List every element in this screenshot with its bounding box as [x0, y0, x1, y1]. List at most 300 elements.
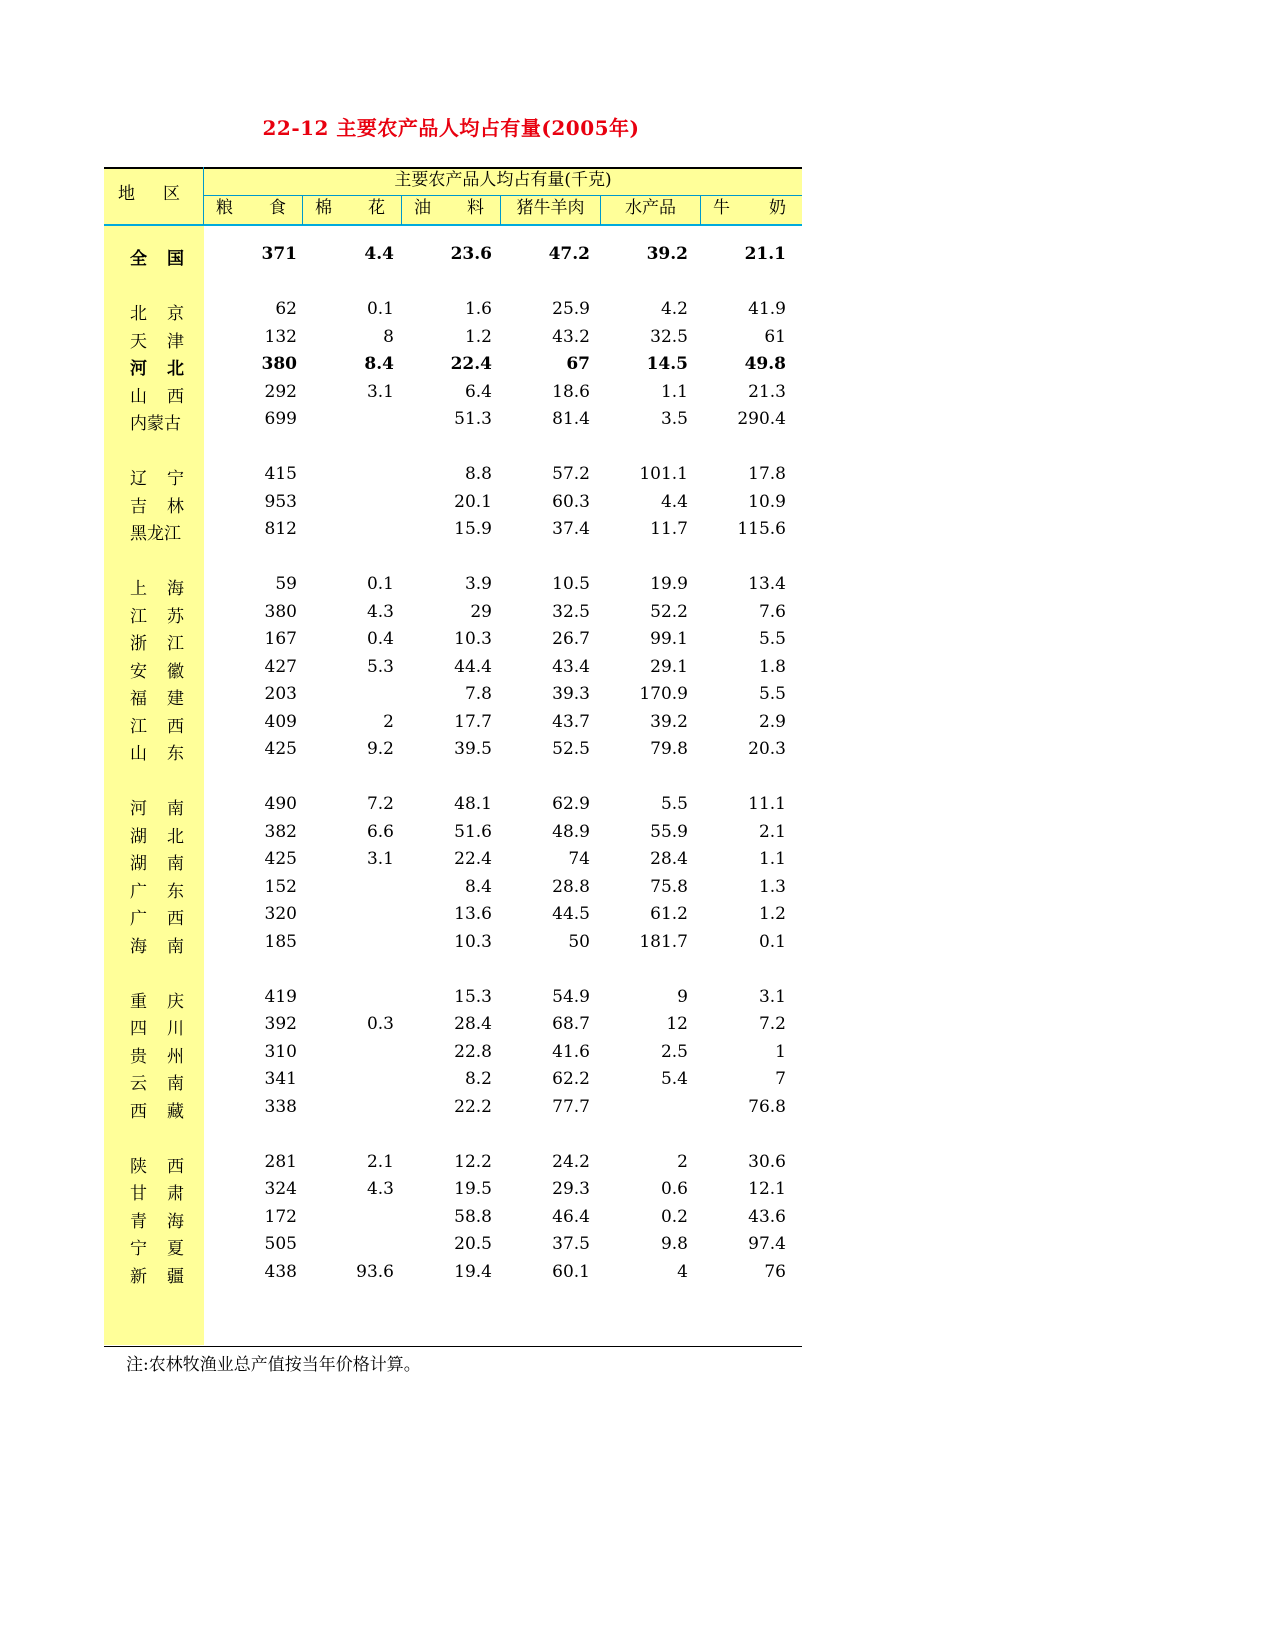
region-name-part: 海	[167, 579, 184, 599]
cell-value: 6.4	[464, 381, 492, 402]
cell-value: 37.4	[552, 519, 590, 539]
cell-value: 132	[264, 326, 297, 347]
region-name-part: 新	[130, 1266, 147, 1287]
cell-value: 10.3	[454, 931, 492, 952]
table-row	[104, 712, 802, 740]
table-row	[104, 382, 802, 410]
table-row	[104, 904, 802, 932]
cell-value: 0.1	[366, 574, 394, 594]
cell-value: 13.4	[748, 574, 786, 594]
cell-value: 7.2	[758, 1014, 786, 1034]
region-name	[130, 1042, 184, 1067]
cell-value: 10.3	[454, 629, 492, 649]
region-name	[130, 849, 184, 874]
region-name-part: 徽	[167, 661, 184, 682]
region-name	[130, 1207, 184, 1232]
cell-value: 43.6	[748, 1206, 786, 1227]
cell-value: 28.4	[650, 849, 688, 869]
region-name-part: 河	[130, 799, 147, 819]
cell-value: 152	[264, 876, 297, 897]
region-name	[130, 822, 184, 847]
cell-value: 9.2	[366, 739, 394, 759]
cell-value: 1.6	[464, 299, 492, 319]
cell-value: 93.6	[356, 1261, 394, 1282]
region-name-part: 南	[167, 854, 184, 874]
cell-value: 18.6	[552, 381, 590, 402]
cell-value: 22.8	[454, 1041, 492, 1062]
column-header-char: 棉	[315, 198, 332, 218]
cell-value: 0.3	[366, 1014, 394, 1034]
column-header-char: 食	[269, 198, 286, 218]
cell-value: 47.2	[548, 244, 590, 264]
cell-value: 11.7	[650, 519, 688, 539]
cell-value: 5.4	[660, 1069, 688, 1089]
cell-value: 28.8	[552, 876, 590, 897]
table-row	[104, 794, 802, 822]
cell-value: 8.4	[364, 354, 394, 374]
cell-value: 8	[383, 326, 394, 347]
region-name	[130, 684, 184, 709]
cell-value: 52.5	[552, 739, 590, 759]
cell-value: 0.1	[366, 299, 394, 319]
column-header: 猪牛羊肉	[516, 198, 585, 218]
cell-value: 97.4	[748, 1234, 786, 1254]
region-name	[130, 1179, 184, 1204]
region-name-part: 海	[167, 1211, 184, 1232]
cell-value: 170.9	[639, 684, 688, 704]
region-name-part: 东	[167, 881, 184, 902]
region-name	[130, 657, 184, 682]
table-row	[104, 849, 802, 877]
cell-value: 371	[261, 244, 297, 264]
cell-value: 48.9	[552, 821, 590, 842]
region-name-part: 广	[130, 909, 147, 929]
table-row	[104, 574, 802, 602]
region-name-part: 西	[167, 909, 184, 929]
region-name-part: 西	[167, 386, 184, 407]
region-name	[130, 354, 184, 379]
region-name-part: 京	[167, 304, 184, 324]
cell-value: 185	[264, 931, 297, 952]
table-row	[104, 327, 802, 355]
cell-value: 13.6	[454, 904, 492, 924]
cell-value: 425	[264, 739, 297, 759]
table-row	[104, 739, 802, 767]
column-header-char: 牛	[713, 198, 730, 218]
cell-value: 62.2	[552, 1069, 590, 1089]
region-name-part: 东	[167, 744, 184, 764]
cell-value: 3.1	[366, 849, 394, 869]
region-name-part: 山	[130, 386, 147, 407]
cell-value: 380	[264, 601, 297, 622]
cell-value: 338	[264, 1096, 297, 1117]
cell-value: 41.9	[748, 299, 786, 319]
region-name-part: 安	[130, 661, 147, 682]
cell-value: 7.2	[366, 794, 394, 814]
cell-value: 0.2	[660, 1206, 688, 1227]
table-row	[104, 1042, 802, 1070]
region-name-part: 林	[167, 496, 184, 517]
cell-value: 37.5	[552, 1234, 590, 1254]
region-name-part: 湖	[130, 854, 147, 874]
cell-value: 2	[383, 711, 394, 732]
cell-value: 7.8	[464, 684, 492, 704]
column-header	[204, 198, 302, 218]
cell-value: 0.6	[660, 1179, 688, 1199]
cell-value: 62.9	[552, 794, 590, 814]
cell-value: 0.4	[366, 629, 394, 649]
cell-value: 75.8	[650, 876, 688, 897]
cell-value: 490	[264, 794, 297, 814]
region-name	[130, 987, 184, 1012]
cell-value: 19.4	[454, 1261, 492, 1282]
cell-value: 9.8	[660, 1234, 688, 1254]
cell-value: 438	[264, 1261, 297, 1282]
cell-value: 4.3	[366, 601, 394, 622]
table-row	[104, 1262, 802, 1290]
table-row	[104, 1179, 802, 1207]
region-name-part: 北	[130, 304, 147, 324]
cell-value: 392	[264, 1014, 297, 1034]
group-header: 主要农产品人均占有量(千克)	[394, 170, 612, 190]
column-header-char: 奶	[769, 198, 786, 218]
region-name-part: 全	[130, 249, 147, 269]
cell-value: 2	[677, 1151, 688, 1172]
region-name-part: 山	[130, 744, 147, 764]
cell-value: 4.4	[364, 244, 394, 264]
table-row	[104, 299, 802, 327]
table-row	[104, 1207, 802, 1235]
region-name-part: 甘	[130, 1184, 147, 1204]
cell-value: 341	[264, 1069, 297, 1089]
cell-value: 51.6	[454, 821, 492, 842]
cell-value: 49.8	[744, 354, 786, 374]
region-name-part: 辽	[130, 469, 147, 489]
cell-value: 26.7	[552, 629, 590, 649]
cell-value: 310	[264, 1041, 297, 1062]
cell-value: 8.4	[464, 876, 492, 897]
cell-value: 419	[264, 986, 297, 1007]
region-name	[130, 519, 184, 544]
cell-value: 10.9	[748, 491, 786, 512]
region-name-part: 陕	[130, 1156, 147, 1177]
cell-value: 115.6	[737, 519, 786, 539]
cell-value: 5.3	[366, 656, 394, 677]
cell-value: 77.7	[552, 1096, 590, 1117]
cell-value: 290.4	[737, 409, 786, 429]
region-name	[130, 794, 184, 819]
column-header	[303, 198, 401, 218]
region-name	[130, 409, 184, 434]
cell-value: 19.5	[454, 1179, 492, 1199]
region-name-part: 江	[130, 606, 147, 627]
cell-value: 20.5	[454, 1234, 492, 1254]
cell-value: 32.5	[552, 601, 590, 622]
cell-value: 1.1	[660, 381, 688, 402]
region-name	[130, 574, 184, 599]
region-name	[130, 602, 184, 627]
cell-value: 55.9	[650, 821, 688, 842]
table-row	[104, 684, 802, 712]
region-name-part: 宁	[167, 469, 184, 489]
cell-value: 43.2	[552, 326, 590, 347]
cell-value: 62	[275, 299, 297, 319]
cell-value: 11.1	[748, 794, 786, 814]
cell-value: 60.1	[552, 1261, 590, 1282]
cell-value: 39.2	[646, 244, 688, 264]
cell-value: 39.3	[552, 684, 590, 704]
region-name	[130, 877, 184, 902]
cell-value: 0.1	[758, 931, 786, 952]
cell-value: 67	[566, 354, 590, 374]
cell-value: 380	[261, 354, 297, 374]
table-row	[104, 492, 802, 520]
cell-value: 12.2	[454, 1151, 492, 1172]
cell-value: 22.2	[454, 1096, 492, 1117]
cell-value: 5.5	[758, 629, 786, 649]
cell-value: 382	[264, 821, 297, 842]
region-name	[130, 739, 184, 764]
table-row	[104, 1014, 802, 1042]
region-name	[130, 382, 184, 407]
region-name-part: 浙	[130, 634, 147, 654]
region-header-char: 地	[118, 184, 135, 204]
cell-value: 409	[264, 711, 297, 732]
region-name-part: 广	[130, 881, 147, 902]
cell-value: 281	[264, 1151, 297, 1172]
region-name-part: 州	[167, 1046, 184, 1067]
table-row	[104, 822, 802, 850]
table-row	[104, 932, 802, 960]
region-name-part: 四	[130, 1019, 147, 1039]
cell-value: 39.2	[650, 711, 688, 732]
cell-value: 17.7	[454, 711, 492, 732]
region-name-part: 天	[130, 331, 147, 352]
cell-value: 1.3	[758, 876, 786, 897]
cell-value: 76.8	[748, 1096, 786, 1117]
cell-value: 32.5	[650, 326, 688, 347]
cell-value: 29	[470, 601, 492, 622]
region-name	[130, 712, 184, 737]
cell-value: 181.7	[639, 931, 688, 952]
cell-value: 61.2	[650, 904, 688, 924]
cell-value: 61	[764, 326, 786, 347]
cell-value: 20.1	[454, 491, 492, 512]
region-name	[130, 1234, 184, 1259]
cell-value: 20.3	[748, 739, 786, 759]
cell-value: 48.1	[454, 794, 492, 814]
region-name	[130, 244, 184, 269]
cell-value: 8.2	[464, 1069, 492, 1089]
cell-value: 43.7	[552, 711, 590, 732]
cell-value: 4.4	[660, 491, 688, 512]
table-row	[104, 602, 802, 630]
region-name	[130, 1097, 184, 1122]
cell-value: 172	[264, 1206, 297, 1227]
cell-value: 2.5	[660, 1041, 688, 1062]
region-name-part: 西	[167, 716, 184, 737]
region-name-part: 北	[167, 359, 184, 379]
cell-value: 320	[264, 904, 297, 924]
cell-value: 76	[764, 1261, 786, 1282]
region-name-part: 云	[130, 1074, 147, 1094]
region-name-part: 福	[130, 689, 147, 709]
region-header-char: 区	[163, 184, 180, 204]
region-name	[130, 327, 184, 352]
cell-value: 3.1	[366, 381, 394, 402]
cell-value: 46.4	[552, 1206, 590, 1227]
column-header-char: 粮	[216, 198, 233, 218]
region-name	[130, 464, 184, 489]
region-name-part: 藏	[167, 1101, 184, 1122]
region-name-part: 疆	[167, 1266, 184, 1287]
cell-value: 60.3	[552, 491, 590, 512]
cell-value: 22.4	[450, 354, 492, 374]
cell-value: 425	[264, 849, 297, 869]
region-name	[130, 492, 184, 517]
region-name-part: 吉	[130, 496, 147, 517]
table-row	[104, 629, 802, 657]
region-name-part: 北	[167, 826, 184, 847]
cell-value: 2.1	[366, 1151, 394, 1172]
cell-value: 3.9	[464, 574, 492, 594]
cell-value: 15.3	[454, 986, 492, 1007]
region-name	[130, 1014, 184, 1039]
region-name-part: 上	[130, 579, 147, 599]
region-name-part: 川	[167, 1019, 184, 1039]
cell-value: 54.9	[552, 986, 590, 1007]
cell-value: 28.4	[454, 1014, 492, 1034]
cell-value: 14.5	[646, 354, 688, 374]
cell-value: 953	[264, 491, 297, 512]
cell-value: 23.6	[450, 244, 492, 264]
table-row	[104, 657, 802, 685]
cell-value: 699	[264, 409, 297, 429]
table-row	[104, 464, 802, 492]
cell-value: 99.1	[650, 629, 688, 649]
cell-value: 1	[775, 1041, 786, 1062]
cell-value: 43.4	[552, 656, 590, 677]
region-name	[130, 299, 184, 324]
cell-value: 415	[264, 464, 297, 484]
table-row	[104, 244, 802, 272]
region-name-part: 内蒙古	[130, 414, 181, 434]
cell-value: 30.6	[748, 1151, 786, 1172]
cell-value: 427	[264, 656, 297, 677]
region-name-part: 宁	[130, 1239, 147, 1259]
cell-value: 12.1	[748, 1179, 786, 1199]
table-row	[104, 987, 802, 1015]
page-title: 22-12 主要农产品人均占有量(2005年)	[262, 116, 640, 140]
cell-value: 29.3	[552, 1179, 590, 1199]
region-name	[130, 1262, 184, 1287]
cell-value: 17.8	[748, 464, 786, 484]
cell-value: 25.9	[552, 299, 590, 319]
cell-value: 203	[264, 684, 297, 704]
table-row	[104, 409, 802, 437]
cell-value: 812	[264, 519, 297, 539]
cell-value: 2.9	[758, 711, 786, 732]
table-row	[104, 1234, 802, 1262]
cell-value: 167	[264, 629, 297, 649]
cell-value: 3.1	[758, 986, 786, 1007]
cell-value: 12	[666, 1014, 688, 1034]
footnote: 注:农林牧渔业总产值按当年价格计算。	[126, 1355, 421, 1375]
column-header-char: 油	[414, 198, 431, 218]
region-name	[130, 629, 184, 654]
cell-value: 7	[775, 1069, 786, 1089]
region-name-part: 津	[167, 331, 184, 352]
cell-value: 68.7	[552, 1014, 590, 1034]
column-header: 水产品	[625, 198, 676, 218]
cell-value: 44.5	[552, 904, 590, 924]
column-header-char: 料	[467, 198, 484, 218]
region-name-part: 重	[130, 991, 147, 1012]
cell-value: 4.3	[366, 1179, 394, 1199]
cell-value: 4.2	[660, 299, 688, 319]
region-name-part: 建	[167, 689, 184, 709]
region-name-part: 贵	[130, 1046, 147, 1067]
region-name-part: 江	[130, 716, 147, 737]
cell-value: 10.5	[552, 574, 590, 594]
region-name-part: 海	[130, 936, 147, 957]
cell-value: 51.3	[454, 409, 492, 429]
region-name	[130, 932, 184, 957]
cell-value: 1.8	[758, 656, 786, 677]
cell-value: 6.6	[366, 821, 394, 842]
cell-value: 52.2	[650, 601, 688, 622]
region-name-part: 河	[130, 359, 147, 379]
region-name-part: 西	[167, 1156, 184, 1177]
region-name-part: 青	[130, 1211, 147, 1232]
cell-value: 22.4	[454, 849, 492, 869]
cell-value: 3.5	[660, 409, 688, 429]
region-name-part: 国	[167, 249, 184, 269]
cell-value: 505	[264, 1234, 297, 1254]
cell-value: 15.9	[454, 519, 492, 539]
table-row	[104, 519, 802, 547]
region-name	[130, 904, 184, 929]
region-name	[130, 1069, 184, 1094]
cell-value: 19.9	[650, 574, 688, 594]
cell-value: 58.8	[454, 1206, 492, 1227]
table-top-rule	[104, 167, 802, 169]
cell-value: 1.2	[464, 326, 492, 347]
cell-value: 41.6	[552, 1041, 590, 1062]
cell-value: 21.3	[748, 381, 786, 402]
cell-value: 292	[264, 381, 297, 402]
cell-value: 9	[677, 986, 688, 1007]
column-header	[402, 198, 500, 218]
cell-value: 39.5	[454, 739, 492, 759]
region-header	[104, 184, 194, 204]
region-name-part: 西	[130, 1101, 147, 1122]
region-name-part: 苏	[167, 606, 184, 627]
cell-value: 24.2	[552, 1151, 590, 1172]
column-header-char: 花	[368, 198, 385, 218]
cell-value: 74	[568, 849, 590, 869]
region-name-part: 黑龙江	[130, 524, 181, 544]
region-name-part: 湖	[130, 826, 147, 847]
cell-value: 7.6	[758, 601, 786, 622]
cell-value: 59	[275, 574, 297, 594]
region-name-part: 南	[167, 936, 184, 957]
cell-value: 57.2	[552, 464, 590, 484]
region-name	[130, 1152, 184, 1177]
table-row	[104, 1097, 802, 1125]
region-name-part: 肃	[167, 1184, 184, 1204]
region-name-part: 南	[167, 1074, 184, 1094]
